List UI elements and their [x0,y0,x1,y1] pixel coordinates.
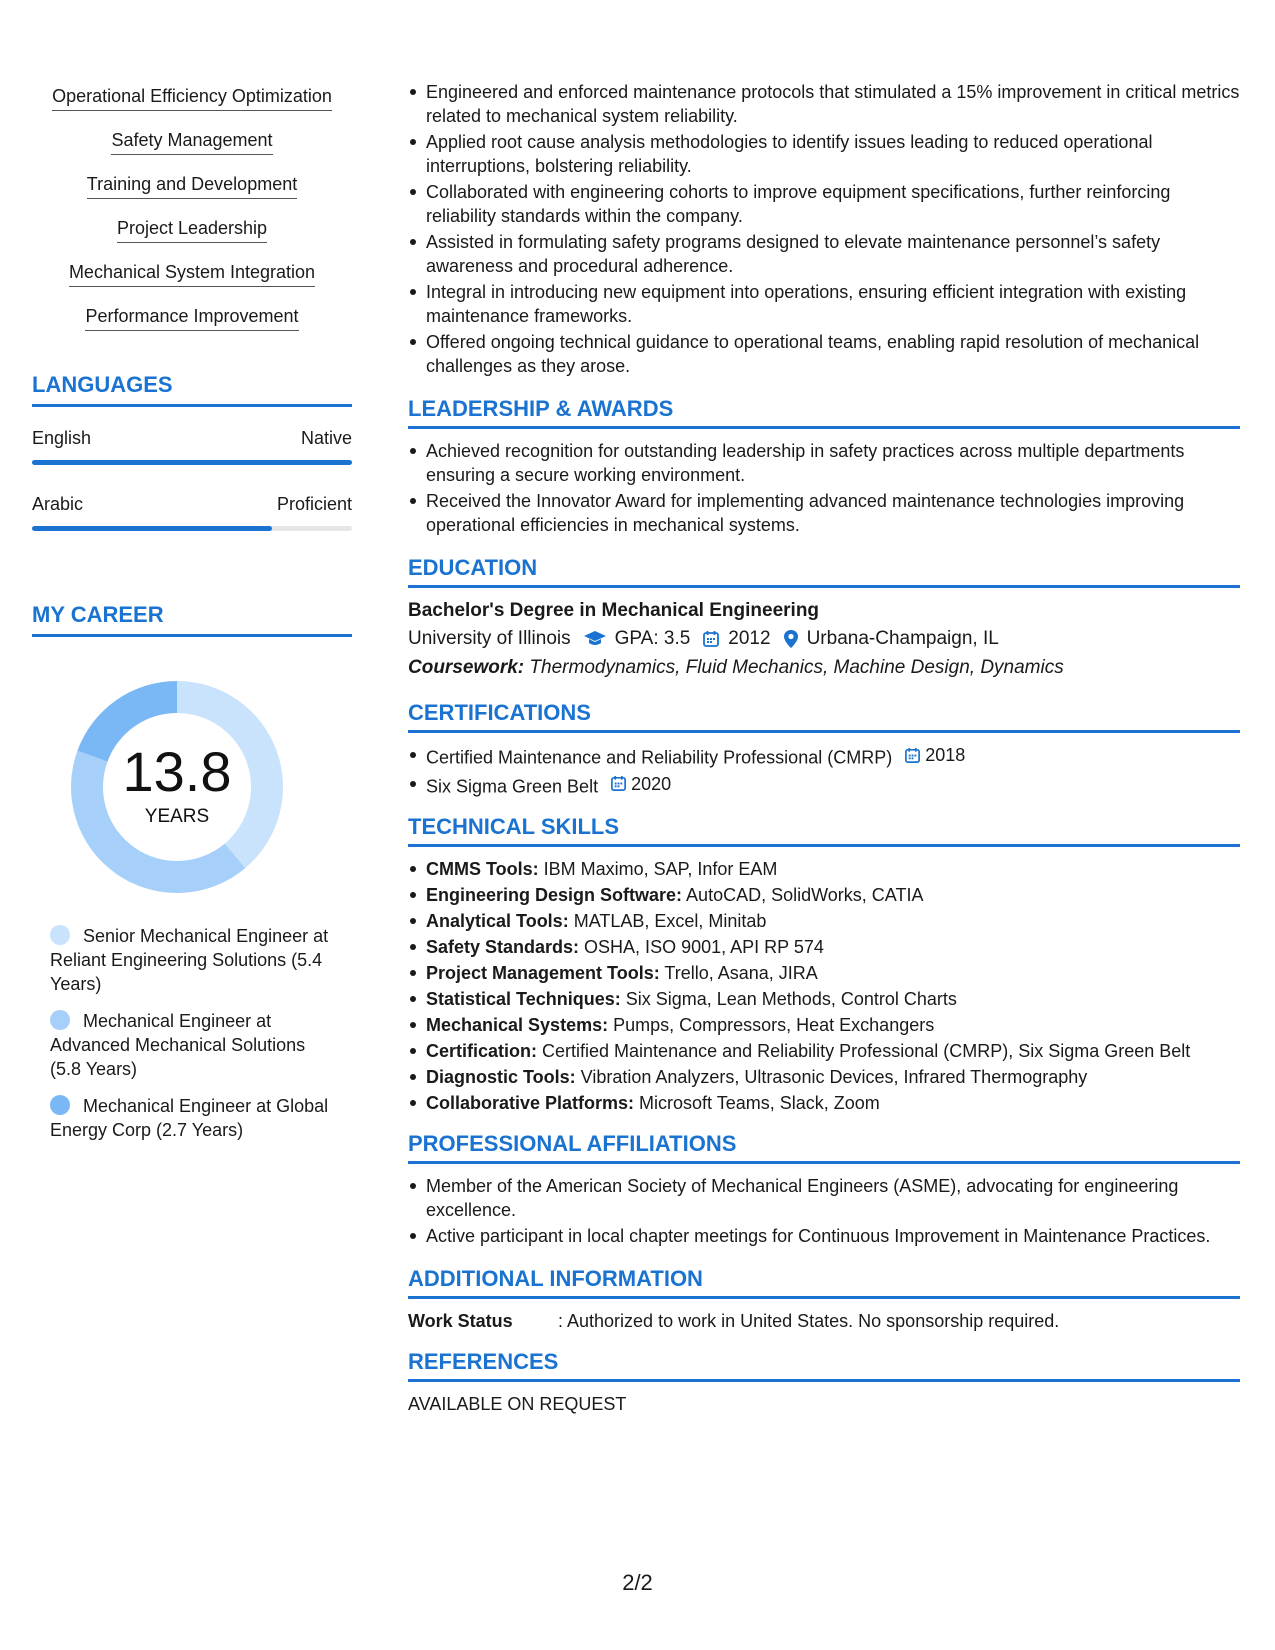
career-legend-text: Senior Mechanical Engineer at Reliant Engineering Solutions (5.4 Years) [50,926,329,994]
technical-skill-item [408,961,1240,985]
language-english [32,426,352,465]
skill-item: Safety Management [111,128,272,155]
skill-value: Vibration Analyzers, Ultrasonic Devices, Infrared Thermography [575,1067,1088,1087]
right-column [408,80,1240,1416]
graduation-year: 2012 [728,628,771,649]
legend-dot-icon [50,1095,70,1115]
experience-bullet: Assisted in formulating safety programs designed to elevate maintenance personnel’s safety awareness and procedural adherence. [408,230,1240,278]
certification-year: 2020 [631,773,672,794]
coursework-label: Coursework: [408,657,525,678]
skill-value: Trello, Asana, JIRA [659,963,818,983]
skill-item: Operational Efficiency Optimization [52,84,332,111]
language-name: English [32,428,92,448]
technical-skill-item [408,987,1240,1011]
skill-label: Collaborative Platforms: [426,1093,635,1113]
experience-bullet: Applied root cause analysis methodologies to identify issues leading to reduced operational interruptions, bolstering reliability. [408,130,1240,178]
experience-bullet: Integral in introducing new equipment into operations, ensuring efficient integration with existing maintenance frameworks. [408,280,1240,328]
school-name: University of Illinois [408,628,571,649]
language-level-fill [32,460,352,465]
technical-skill-item [408,883,1240,907]
certification-name: Certified Maintenance and Reliability Professional (CMRP) [426,747,893,768]
work-status-value: : Authorized to work in United States. No sponsorship required. [558,1311,1060,1331]
skill-value: OSHA, ISO 9001, API RP 574 [579,937,824,957]
technical-skill-item [408,1013,1240,1037]
certification-year: 2018 [925,745,966,765]
technical-skill-item [408,1039,1240,1063]
skill-value: AutoCAD, SolidWorks, CATIA [682,885,924,905]
language-level: Proficient [276,494,352,514]
technical-skill-item [408,1065,1240,1089]
skill-label: CMMS Tools: [426,859,539,879]
career-heading: MY CAREER [32,602,352,637]
leadership-list [408,439,1240,537]
career-donut-chart [66,676,288,898]
experience-bullets [408,80,1240,378]
skill-label: Project Management Tools: [426,963,660,983]
languages-heading: LANGUAGES [32,372,352,407]
language-name: Arabic [32,494,84,514]
left-column [32,84,352,1140]
career-legend-item [50,924,340,996]
location-pin-icon [783,629,799,649]
skill-value: Microsoft Teams, Slack, Zoom [634,1093,880,1113]
language-level: Native [300,428,352,448]
graduation-cap-icon [583,630,607,648]
affiliation-item: Active participant in local chapter meetings for Continuous Improvement in Maintenance Practices. [408,1224,1240,1248]
experience-bullet: Offered ongoing technical guidance to operational teams, enabling rapid resolution of mechanical challenges as they arose. [408,330,1240,378]
coursework-list: Thermodynamics, Fluid Mechanics, Machine Design, Dynamics [524,657,1064,678]
calendar-icon [702,630,720,648]
skill-label: Certification: [426,1041,538,1061]
education-details [408,624,1240,654]
legend-dot-icon [50,1010,70,1030]
affiliations-list [408,1174,1240,1248]
certification-item [408,772,1240,799]
skill-value: Pumps, Compressors, Heat Exchangers [608,1015,935,1035]
education-heading: EDUCATION [408,555,1240,588]
certifications-heading: CERTIFICATIONS [408,700,1240,733]
skill-item: Project Leadership [117,216,267,243]
skill-label: Mechanical Systems: [426,1015,609,1035]
technical-skill-item [408,935,1240,959]
career-legend-text: Mechanical Engineer at Advanced Mechanical Solutions (5.8 Years) [50,1011,306,1079]
technical-skill-item [408,1091,1240,1115]
certifications-list [408,743,1240,798]
leadership-heading: LEADERSHIP & AWARDS [408,396,1240,429]
language-arabic [32,492,352,531]
affiliation-item: Member of the American Society of Mechanical Engineers (ASME), advocating for engineering excellence. [408,1174,1240,1222]
skill-value: Certified Maintenance and Reliability Professional (CMRP), Six Sigma Green Belt [537,1041,1191,1061]
skill-value: MATLAB, Excel, Minitab [568,911,767,931]
calendar-icon [610,775,627,792]
language-level-bar [32,460,352,465]
experience-bullet: Engineered and enforced maintenance protocols that stimulated a 15% improvement in critical metrics related to mechanical system reliability. [408,80,1240,128]
career-total-years: 13.8 [122,740,232,803]
skill-label: Analytical Tools: [426,911,569,931]
work-status-row [408,1309,1240,1333]
leadership-item: Received the Innovator Award for implementing advanced maintenance technologies improving operational efficiencies in mechanical systems. [408,489,1240,537]
skill-label: Statistical Techniques: [426,989,621,1009]
skill-item: Mechanical System Integration [69,260,315,287]
certification-name: Six Sigma Green Belt [426,776,599,796]
career-legend-item [50,1009,340,1081]
language-level-bar [32,526,352,531]
school-location: Urbana-Champaign, IL [806,628,999,649]
career-total-unit: YEARS [144,806,210,827]
career-legend-item [50,1094,340,1142]
additional-info-heading: ADDITIONAL INFORMATION [408,1266,1240,1299]
technical-skills-list [408,857,1240,1115]
skills-list [32,84,352,348]
skill-label: Safety Standards: [426,937,580,957]
skill-label: Engineering Design Software: [426,885,683,905]
coursework [408,654,1240,682]
affiliations-heading: PROFESSIONAL AFFILIATIONS [408,1131,1240,1164]
technical-skill-item [408,857,1240,881]
legend-dot-icon [50,925,70,945]
references-text: AVAILABLE ON REQUEST [408,1394,627,1414]
technical-skills-heading: TECHNICAL SKILLS [408,814,1240,847]
skill-item: Training and Development [87,172,297,199]
skill-label: Diagnostic Tools: [426,1067,576,1087]
skill-item: Performance Improvement [85,304,298,331]
skill-value: IBM Maximo, SAP, Infor EAM [538,859,778,879]
degree-title: Bachelor's Degree in Mechanical Engineering [408,600,820,621]
work-status-label: Work Status [408,1311,513,1331]
leadership-item: Achieved recognition for outstanding leadership in safety practices across multiple departments ensuring a secure working environment. [408,439,1240,487]
page-number: 2/2 [622,1570,653,1595]
language-level-fill [32,526,272,531]
certification-item [408,743,1240,770]
skill-value: Six Sigma, Lean Methods, Control Charts [620,989,957,1009]
career-legend [50,924,340,1155]
career-legend-text: Mechanical Engineer at Global Energy Corp (2.7 Years) [50,1096,329,1140]
references-heading: REFERENCES [408,1349,1240,1382]
technical-skill-item [408,909,1240,933]
gpa: GPA: 3.5 [614,628,691,649]
calendar-icon [904,747,921,764]
experience-bullet: Collaborated with engineering cohorts to improve equipment specifications, further reinforcing reliability standards within the company. [408,180,1240,228]
